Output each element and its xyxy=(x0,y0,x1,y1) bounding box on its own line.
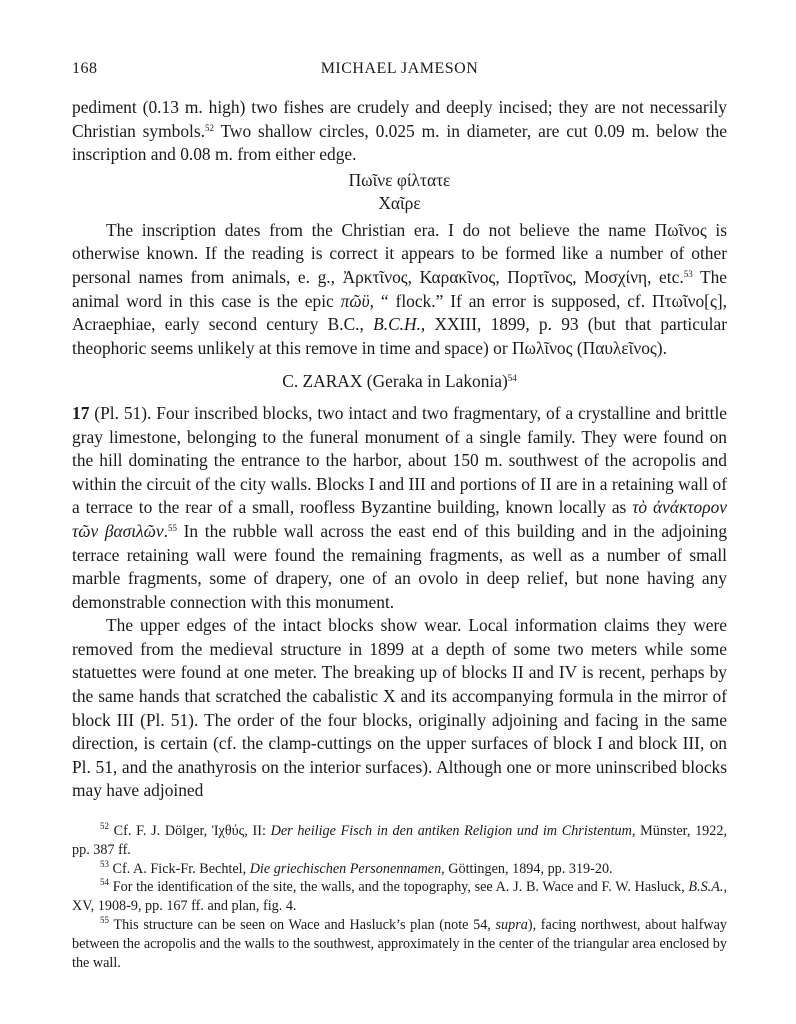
inscription-text xyxy=(72,169,727,215)
footnote: $^{53}$ Cf. A. Fick-Fr. Bechtel, Die griechischen Personennamen, Göttingen, 1894, pp. 319-20. xyxy=(100,858,613,877)
entry-number: 17 xyxy=(72,402,90,423)
paragraph: 17 (Pl. 51). Four inscribed blocks, two intact and two fragmentary, of a crystalline and brittle gray limestone, belonging to the funeral monument of a single family. They were found on the hill dominating the entrance to the harbor, about 150 m. southwest of the acropolis and within the circuit of the city walls. Blocks I and III and portions of II are in a retaining wall of a terrace to the rear of a small, roofless Byzantine building, known locally as τὸ ἀνάκτορον τῶν βασιλῶν.$^{55}$ In the rubble wall across the east end of this building and in the adjoining terrace retaining wall were found the remaining fragments, as well as a number of small marble fragments, some of drapery, one of an ovolo in deep relief, but none having any demonstrable connection with this monument. xyxy=(72,402,728,612)
paragraph: pediment (0.13 m. high) two fishes are crudely and deeply incised; they are not necessarily Christian symbols.$^{52}$ Two shallow circles, 0.025 m. in diameter, are cut 0.09 m. below the inscription and 0.08 m. from either edge. xyxy=(72,97,727,165)
main-text xyxy=(72,96,727,803)
page-number: 168 xyxy=(72,60,98,77)
running-title: MICHAEL JAMESON xyxy=(320,60,479,77)
paragraph: The upper edges of the intact blocks show wear. Local information claims they were removed from the medieval structure in 1899 at a depth of some two meters while some statuettes were found at one meter. The breaking up of blocks II and IV is recent, perhaps by the same hands that scratched the cabalistic X and its accompanying formula in the mirror of block III (Pl. 51). The order of the four blocks, originally adjoining and facing in the same direction, is certain (cf. the clamp-cuttings on the upper surfaces of block I and block III, on Pl. 51, and the anathyrosis on the interior surfaces). Although one or more uninscribed blocks may have adjoined xyxy=(72,615,727,801)
inscription-line: Χαῖρε xyxy=(378,192,421,213)
footnote: $^{55}$ This structure can be seen on Wace and Hasluck’s plan (note 54, supra), facing northwest, about halfway between the acropolis and the walls to the southwest, approximately in the center of the triangular area enclosed by the wall. xyxy=(72,914,728,971)
footnote-ref[interactable]: 52 xyxy=(204,122,214,133)
footnote: $^{52}$ Cf. F. J. Dölger, Ἰχθύς, II: Der heilige Fisch in den antiken Religion und im Christentum, Münster, 1922, pp. 387 ff. xyxy=(72,821,727,858)
footnote: $^{54}$ For the identification of the site, the walls, and the topography, see A. J. B. Wace and F. W. Hasluck, B.S.A., XV, 1908-9, pp. 167 ff. and plan, fig. 4. xyxy=(72,877,727,915)
footnote-ref[interactable]: 54 xyxy=(507,373,517,384)
section-heading: C. ZARAX (Geraka in Lakonia)$^{54}$ xyxy=(282,371,517,392)
footnote-ref[interactable]: 55 xyxy=(167,522,177,533)
paragraph: The inscription dates from the Christian era. I do not believe the name Πωῖνος is otherwise known. If the reading is correct it appears to be formed like a number of other personal names from animals, e. g., Ἀρκτῖνος, Καρακῖνος, Πορτῖνος, Μοσχίνη, etc.$^{53}$ The animal word in this case is the epic πῶϋ, “ flock.” If an error is supposed, cf. Πτωῖνο[ς], Acraephiae, early second century B.C., B.C.H., XXIII, 1899, p. 93 (but that particular theophoric seems unlikely at this remove in time and space) or Πωλῖνος (Παυλεῖνος). xyxy=(72,219,727,358)
inscription-line: Πωῖνε φίλτατε xyxy=(348,169,451,190)
footnote-ref[interactable]: 53 xyxy=(683,268,693,279)
footnotes xyxy=(72,822,727,972)
running-header xyxy=(72,60,727,84)
